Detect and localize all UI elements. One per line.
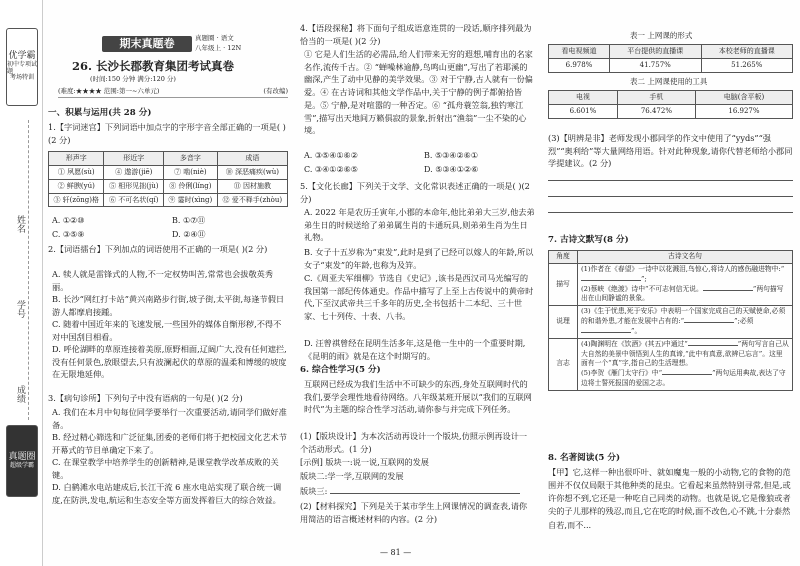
q7-line-text: (2)蔡峡《绝渡》诗中“不可志何信无说。 <box>581 284 703 293</box>
q4-passage: ① 它是人们生活的必需品,给人们带来无穷的遐想,哺育出的名家名作,流传千古。② “蝉噪林逾静,鸟鸣山更幽”,写出了若耶溪的幽深,产生了动中见静的美学效果。③ 对于宁静,古人就有一份偏爱。④ 在古诗词和其他文学作品中,关于宁静的例子都俯拾皆是。⑤ 宁静,是对喧嚣的一种否定。⑥ “孤舟蓑笠翁,独钓寒江雪”,描写出天地间万籁俱寂的景象,折射出“渔翁”一尘不染的心境。 <box>304 49 533 136</box>
series-badge <box>6 28 38 106</box>
q2-option-b[interactable]: B. 长沙“网红打卡站”黄兴南路步行街,坡子街,太平街,每逢节假日游人都摩肩接踵。 <box>52 294 285 317</box>
series-badge-mid: 考场特训 <box>9 74 34 82</box>
q7-line-text: (5)李贺《雁门太守行》中“ <box>581 369 663 378</box>
brand-badge <box>6 425 38 497</box>
q3-option-b[interactable]: B. 经过精心筛选和广泛征集,团委的老师们将于把校园文化艺术节开幕式的节目单确定下来了。 <box>52 432 287 455</box>
series-badge-subtext: 初中专项试题 <box>7 61 38 75</box>
t2-cell: 6.601% <box>549 104 618 118</box>
t2-cell: 16.927% <box>695 104 792 118</box>
t2-head-cell: 手机 <box>617 91 695 105</box>
section-1-title: 一、积累与运用(共 28 分) <box>48 108 152 118</box>
q5-option-d[interactable]: D. 汪曾祺曾经在昆明生活多年,这是他一生中的一个重要时期,《昆明的雨》就是在这个时期写的。 <box>304 338 526 361</box>
q3-option-a[interactable]: A. 我们在本月中旬每位同学要举行一次重要活动,请同学们做好准备。 <box>52 407 287 430</box>
q2-option-a[interactable]: A. 犊人就是雷锋式的人物,不一定权势叫苦,常常也会拔敬英秀丽。 <box>52 269 274 292</box>
q6-3-answer-line-2[interactable] <box>548 196 793 197</box>
q1-option-d[interactable]: D. ②④⑪ <box>172 230 206 239</box>
q6-answer-blank[interactable] <box>330 493 520 494</box>
q1-table <box>48 151 288 207</box>
q7-table <box>548 250 793 391</box>
q7-line-text: ”两句写言自己从大自然的美景中领悟到人生的真谛,“此中有真意,欲辨已忘言”。这里面有一个“真”字,指自己的生活理想。 <box>581 339 789 368</box>
q5-option-a[interactable]: A. 2022 年是农历壬寅年,小郡的本命年,他比弟弟大三岁,他去弟弟生日的时候送给了弟弟属生肖的卡通玩具,则弟弟生肖为生日礼物。 <box>304 207 535 243</box>
difficulty-text: (难度:★★★★ 范围:第一~六单元) <box>58 87 160 95</box>
q1-cell: ⑧ 伶俐(líng) <box>164 179 218 193</box>
q1-head-cell: 多音字 <box>164 152 218 166</box>
q7-line-text: ”两句运用典故,表达了守边将士誓死报国的爱国之志。 <box>581 369 786 388</box>
q1-cell: ⑤ 相形见拙(jù) <box>104 179 164 193</box>
q5-option-c[interactable]: C.《周亚夫军细柳》节选自《史记》,该书是西汉司马光编写的我国第一部纪传体通史。作品中描写了上至上古传说中的黄帝时代,下至汉武帝共三千多年的历史,全书包括十二本纪、三十世家、七十列传、十表、八书。 <box>304 273 534 322</box>
t1-cell: 51.265% <box>701 58 793 72</box>
series-badge-text: 优学霸 <box>8 51 36 62</box>
column-3 <box>548 0 793 566</box>
q7-blank[interactable] <box>581 332 631 333</box>
q1-cell: ⑨ 霎时(xìng) <box>164 193 218 207</box>
q7-lines-cell <box>578 338 793 390</box>
page-number: — 81 — <box>380 548 412 557</box>
question-8: 8. 名著阅读(5 分) <box>548 453 621 463</box>
q1-cell: ② 鲜腴(yú) <box>49 179 104 193</box>
q4-option-a[interactable]: A. ③⑤④①⑥② <box>304 151 358 160</box>
q7-blank[interactable] <box>684 322 734 323</box>
q7-blank[interactable] <box>703 290 753 291</box>
q7-head-lines: 古诗文名句 <box>578 251 793 264</box>
q1-cell: ③ 轩(zōng)格 <box>49 193 104 207</box>
q6-3-answer-line-1[interactable] <box>548 180 793 181</box>
q1-head-cell: 形声字 <box>49 152 104 166</box>
question-2: 2.【词语擂台】下列加点的词语使用不正确的一项是( )(2 分) <box>48 244 268 254</box>
q6-intro: 互联网已经成为我们生活中不可缺少的东西,身处互联网时代的我们,要学会理性地看待网络。八年级某班开展以“我们的互联网时代”为主题的综合性学习活动,请你参与并完成下列任务。 <box>304 379 532 415</box>
student-id-label: 学号 <box>15 300 25 318</box>
q3-option-c[interactable]: C. 在课堂教学中培养学生的创新精神,是课堂教学改革成败的关键。 <box>52 457 279 480</box>
q7-line-text: ”; <box>641 274 647 283</box>
table-2 <box>548 90 793 119</box>
time-score-line: (时间:150 分钟 满分:120 分) <box>90 75 176 83</box>
left-binding-strip <box>0 0 43 566</box>
q6-3-answer-line-3[interactable] <box>548 212 793 213</box>
q7-lines-cell <box>578 306 793 339</box>
q6-answer-label: 版块三: <box>300 486 328 496</box>
q7-line-text: ”;必须 <box>734 317 754 326</box>
q7-line-text: (4)陶渊明在《饮酒》(其五)中通过“ <box>581 339 688 348</box>
q7-line-text: ”两句描写出在山间静谧的景象。 <box>581 284 784 303</box>
q6-part-1: (1)【版块设计】为本次活动再设计一个版块,仿照示例再设计一个活动形式。(1 分) <box>300 431 528 454</box>
q1-cell: ⑪ 因材施教 <box>217 179 287 193</box>
question-4: 4.【语段探秘】将下面句子组成语意连贯的一段话,顺序排列最为恰当的一项是( )(2 分) <box>300 23 532 46</box>
q1-cell: ⑦ 啮(niè) <box>164 165 218 179</box>
brand-badge-subtext: 超级学霸 <box>9 461 34 469</box>
question-5: 5.【文化长廊】下列关于文学、文化常识表述正确的一项是( )(2 分) <box>300 181 530 204</box>
q1-head-cell: 成语 <box>217 152 287 166</box>
q2-option-c[interactable]: C. 随着中国近年来的飞速发展,一些国外的媒体自惭形秽,不得不对中国刮目相看。 <box>52 319 282 342</box>
q3-option-d[interactable]: D. 白鹤滩水电站建成后,长江干流 6 座水电站实现了联合统一调度,在防洪,发电,航运和生态安全等方面发挥着巨大的综合效益。 <box>52 482 282 505</box>
q6-part-3: (3)【明辨是非】老师发现小郡同学的作文中使用了“yyds”“强烈”“奥利给”等大量网络用语。针对此种现象,请你代替老师给小郡同学提建议。(2 分) <box>548 133 793 169</box>
q1-cell: ① 夙愿(sù) <box>49 165 104 179</box>
brand-badge-text: 真题圈 <box>8 451 36 462</box>
t2-head-cell: 电视 <box>549 91 618 105</box>
q1-option-b[interactable]: B. ①⑦⑪ <box>172 216 206 225</box>
exam-banner: 期末真题卷 <box>102 36 192 52</box>
q6-answer-row <box>300 485 535 498</box>
q1-cell: ④ 遨游(jiē) <box>104 165 164 179</box>
q7-angle-cell: 言志 <box>549 338 578 390</box>
question-1: 1.【字词迷宫】下列词语中加点字的字形字音全部正确的一项是( )(2 分) <box>48 122 286 145</box>
q6-example-1: [示例] 版块一:说一说,互联网的发展 <box>300 457 429 467</box>
q1-cell: ⑩ 深恶痛疾(wù) <box>217 165 287 179</box>
q7-blank[interactable] <box>581 280 641 281</box>
t1-cell: 6.978% <box>549 58 610 72</box>
q4-option-d[interactable]: D. ⑤③④①②⑥ <box>424 165 479 174</box>
q6-part-2: (2)【材料探究】下列是关于某市学生上网课情况的调查表,请你用简洁的语言概述材料的内容。(2 分) <box>300 501 528 524</box>
grade-label: 八年级上 · 12N <box>195 43 242 52</box>
table-2-title: 表二 上网课使用的工具 <box>630 77 708 86</box>
q7-blank[interactable] <box>688 345 738 346</box>
binding-cut-line <box>28 120 29 420</box>
q6-example-2: 版块二:学一学,互联网的发展 <box>300 471 404 481</box>
q7-line-text: (3)《生于忧患,死于安乐》中表明一个国家完成自己的天赋使命,必须的和谐外患,才能在发展中占有的:“ <box>581 307 786 326</box>
t2-cell: 76.472% <box>617 104 695 118</box>
question-3: 3.【病句诊所】下列句子中没有语病的一句是( )(2 分) <box>48 393 243 403</box>
table-1 <box>548 44 793 73</box>
q2-option-d[interactable]: D. 呼伦湖畔的草原连接着美原,原野相面,辽阔广大,没有任何遮拦,没有任何景色,放眼望去,只有波澜起伏的草原的温柔和博缓的坡度在无限地延伸。 <box>52 344 287 380</box>
t1-head-cell: 本校老师的直播课 <box>701 45 793 59</box>
question-6: 6. 综合性学习(5 分) <box>300 365 381 375</box>
q1-cell: ⑫ 爱不释手(zhòu) <box>217 193 287 207</box>
column-1 <box>48 0 288 566</box>
name-label: 姓名 <box>15 215 25 233</box>
q4-option-b[interactable]: B. ⑤③④②⑥① <box>424 151 478 160</box>
q7-head-angle: 角度 <box>549 251 578 264</box>
t1-head-cell: 看电视频道 <box>549 45 610 59</box>
q8-passage: 【甲】它,这样一种出很吓叶、就如魔鬼一般的小动物,它的食物的范围并不仅仅局限于其他种类的昆虫。它看起来虽然特别寻常,但是,或许你想不到,它还是一种吃自己同类的动物。也就是说,它是像狼或者尖的子儿那样的残忍,而且,它在吃的时候,面不改色,心不跳,十分泰然自若,而不... <box>548 467 791 530</box>
series-label: 真题圈 · 语文 <box>195 34 234 42</box>
paper-title: 26. 长沙长郡教育集团考试真卷 <box>72 59 235 73</box>
q7-line-text: (1)作者在《春望》一诗中以花溅泪,鸟惊心,将诗人的感伤融进物中:“ <box>581 264 785 273</box>
q7-angle-cell: 说理 <box>549 306 578 339</box>
edition-text: (有改编) <box>263 87 288 95</box>
q7-angle-cell: 描写 <box>549 263 578 305</box>
q7-blank[interactable] <box>662 374 712 375</box>
q1-option-a[interactable]: A. ①②⑩ <box>52 216 85 225</box>
score-label: 成绩 <box>15 385 25 403</box>
q5-option-b[interactable]: B. 女子十五岁称为“束发”,此时是到了已经可以嫁人的年龄,所以女子“束发”的年龄,也称为及笄。 <box>304 247 534 270</box>
q1-option-c[interactable]: C. ③⑤⑨ <box>52 230 85 239</box>
q7-lines-cell <box>578 263 793 305</box>
t1-head-cell: 平台提供的直播课 <box>610 45 702 59</box>
q1-cell: ⑥ 不可名状(qí) <box>104 193 164 207</box>
q4-option-c[interactable]: C. ③④①②⑥⑤ <box>304 165 358 174</box>
column-2 <box>300 0 535 566</box>
q7-line-text: ”。 <box>631 326 642 335</box>
t1-cell: 41.757% <box>610 58 702 72</box>
question-7: 7. 古诗文默写(8 分) <box>548 235 629 245</box>
table-1-title: 表一 上网课的形式 <box>630 31 693 40</box>
q1-head-cell: 形近字 <box>104 152 164 166</box>
t2-head-cell: 电脑(含平板) <box>695 91 792 105</box>
